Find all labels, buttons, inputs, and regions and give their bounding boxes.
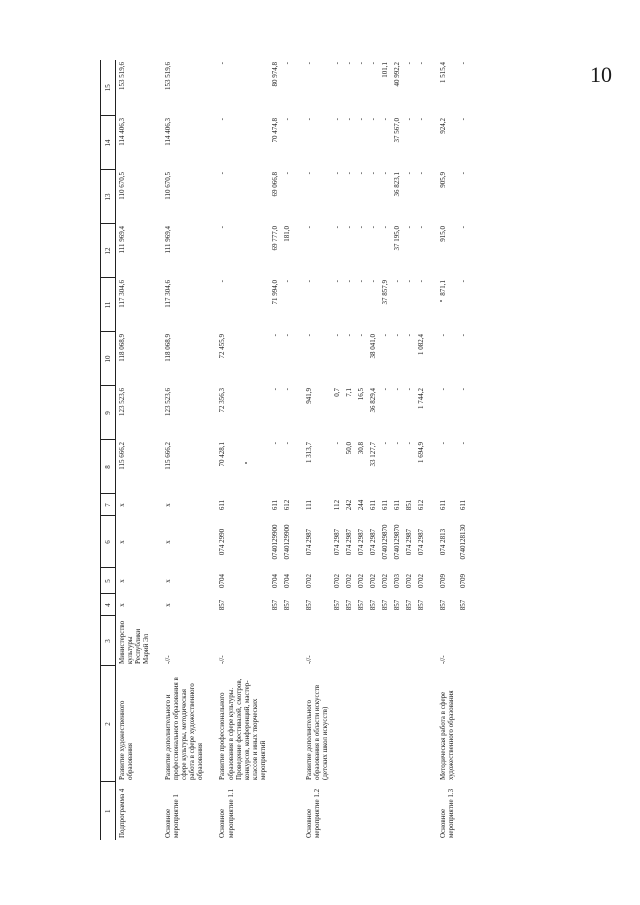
cell-col-3 <box>403 616 415 666</box>
cell-col-4: 857 <box>393 599 402 611</box>
cell-col-9: 0,7 <box>332 388 341 397</box>
cell-col-11: 71 994,0 <box>270 280 279 305</box>
cell-col-4: 857 <box>332 599 341 611</box>
cell-col-1 <box>403 782 415 840</box>
cell-col-8: 50,0 <box>345 442 354 455</box>
cell-col-14: - <box>332 118 341 121</box>
cell-col-13: - <box>218 172 227 175</box>
cell-col-2 <box>331 666 343 782</box>
cell-col-11: - <box>218 280 227 283</box>
cell-col-4: 857 <box>405 599 414 611</box>
cell-col-8: 115 666,2 <box>164 442 173 470</box>
table-header <box>101 60 116 840</box>
cell-col-8: 1 313,7 <box>304 442 313 463</box>
cell-col-15: 40 992,2 <box>393 62 402 87</box>
cell-col-13: - <box>345 172 354 175</box>
cell-col-15: 101,1 <box>381 62 390 78</box>
cell-col-3 <box>281 616 293 666</box>
cell-col-11: - <box>357 280 366 283</box>
cell-col-15: - <box>332 62 341 65</box>
cell-col-9: - <box>270 388 279 391</box>
cell-col-9: - <box>381 388 390 391</box>
cell-col-15: 1 515,4 <box>439 62 448 83</box>
cell-col-6: 074 2987 <box>304 528 313 556</box>
cell-col-12: - <box>345 226 354 229</box>
cell-col-12: - <box>332 226 341 229</box>
cell-col-9: 36 829,4 <box>369 388 378 413</box>
cell-col-4: 857 <box>417 599 426 611</box>
cell-col-6: 074 2987 <box>417 528 426 556</box>
cell-col-10: 72 455,9 <box>218 334 227 359</box>
cell-col-4: х <box>164 603 173 607</box>
cell-col-13: - <box>405 172 414 175</box>
cell-col-7: 242 <box>345 499 354 511</box>
cell-col-8: - <box>459 442 468 445</box>
cell-col-14: 37 567,0 <box>393 118 402 143</box>
cell-col-2: Развитие дополнительного образования в области искусств (детских школ искусств) <box>304 684 329 780</box>
cell-col-5: 0702 <box>381 574 390 588</box>
table-row <box>152 60 206 840</box>
cell-col-12: - <box>369 226 378 229</box>
cell-col-4: 857 <box>304 599 313 611</box>
table-row <box>116 60 153 840</box>
cell-col-15: - <box>282 62 291 65</box>
column-header-14: 14 <box>101 116 116 170</box>
cell-col-5: х <box>118 579 127 583</box>
cell-col-11: - <box>459 280 468 283</box>
cell-col-5: 0702 <box>405 574 414 588</box>
cell-col-7: 612 <box>282 499 291 511</box>
table-body <box>116 60 470 840</box>
table-row <box>379 60 391 840</box>
cell-col-2: Развитие профессионального образования в сфере культуры. Проведение фестивалей, смотров, конкурсов, конференций, мастер-классов и иных творческих мероприятий <box>218 678 267 780</box>
table-row <box>206 60 268 840</box>
cell-col-13: - <box>304 172 313 175</box>
cell-col-1 <box>457 782 469 840</box>
table-row <box>403 60 415 840</box>
cell-col-5: 0702 <box>345 574 354 588</box>
cell-col-3: -//- <box>439 655 448 664</box>
column-header-15: 15 <box>101 60 116 116</box>
cell-col-12: 37 195,0 <box>393 226 402 251</box>
cell-col-7: 111 <box>304 500 313 510</box>
cell-col-13: - <box>332 172 341 175</box>
cell-col-2: Развитие дополнительного и профессионального образования в сфере культуры, методическая работа в сфере художественного образования <box>164 677 205 780</box>
cell-col-8: 30,8 <box>357 442 366 455</box>
table-row <box>367 60 379 840</box>
cell-col-1 <box>391 782 403 840</box>
cell-col-6: 0740128130 <box>459 524 468 560</box>
cell-col-15: - <box>218 62 227 65</box>
cell-col-3 <box>331 616 343 666</box>
cell-col-6: 074 2987 <box>332 528 341 556</box>
cell-col-12: 111 969,4 <box>164 226 173 254</box>
cell-col-14: 924,2 <box>439 118 448 134</box>
cell-col-13: - <box>459 172 468 175</box>
cell-col-14: 114 406,3 <box>118 118 127 146</box>
cell-col-6: 074 2990 <box>218 528 227 556</box>
cell-col-6: х <box>118 540 127 544</box>
cell-col-15: - <box>304 62 313 65</box>
cell-col-10: - <box>357 334 366 337</box>
cell-col-10: - <box>345 334 354 337</box>
cell-col-2 <box>457 666 469 782</box>
cell-col-4: 857 <box>369 599 378 611</box>
cell-col-1: Основное мероприятие 1 <box>164 794 181 838</box>
cell-col-7: х <box>164 503 173 507</box>
cell-col-1: Подпрограмма 4 <box>118 788 127 838</box>
cell-col-6: х <box>164 540 173 544</box>
cell-col-10: - <box>270 334 279 337</box>
column-header-10: 10 <box>101 332 116 386</box>
cell-col-11: - <box>345 280 354 283</box>
cell-col-3 <box>457 616 469 666</box>
table-row <box>391 60 403 840</box>
cell-col-15: - <box>345 62 354 65</box>
cell-col-1: Основное мероприятие 1.2 <box>304 788 321 838</box>
cell-col-1 <box>331 782 343 840</box>
cell-col-10: 118 068,9 <box>118 334 127 362</box>
cell-col-13: 110 670,5 <box>118 172 127 200</box>
cell-col-8: 70 428,1 <box>218 442 227 467</box>
rotated-page-area <box>100 60 560 840</box>
cell-col-9: 1 744,2 <box>417 388 426 409</box>
cell-col-11: 117 304,6 <box>118 280 127 308</box>
cell-col-7: х <box>118 503 127 507</box>
cell-col-4: 857 <box>282 599 291 611</box>
cell-col-11: - <box>282 280 291 283</box>
cell-col-12: - <box>304 226 313 229</box>
cell-col-2 <box>343 666 355 782</box>
cell-col-3 <box>269 616 281 666</box>
cell-col-1 <box>281 782 293 840</box>
cell-col-1 <box>269 782 281 840</box>
cell-col-4: 857 <box>345 599 354 611</box>
cell-col-15: - <box>417 62 426 65</box>
cell-col-7: 611 <box>381 499 390 511</box>
cell-col-7: 612 <box>417 499 426 511</box>
cell-col-1 <box>379 782 391 840</box>
cell-col-15: 153 519,6 <box>164 62 173 90</box>
cell-col-7: 611 <box>218 499 227 511</box>
cell-col-9: - <box>459 388 468 391</box>
cell-col-1 <box>355 782 367 840</box>
cell-col-2: Методическая работа в сфере художественного образования <box>439 690 456 780</box>
cell-col-3 <box>391 616 403 666</box>
cell-col-4: 857 <box>270 599 279 611</box>
cell-col-4: 857 <box>459 599 468 611</box>
cell-col-8: - <box>439 442 448 445</box>
cell-col-11: - <box>393 280 402 283</box>
cell-col-13: - <box>282 172 291 175</box>
cell-col-7: 112 <box>332 499 341 511</box>
cell-col-4: х <box>118 603 127 607</box>
column-header-3: 3 <box>101 616 116 666</box>
cell-col-7: 611 <box>369 499 378 511</box>
cell-col-2 <box>403 666 415 782</box>
cell-col-9: - <box>405 388 414 391</box>
cell-col-12: 915,0 <box>439 226 448 242</box>
cell-col-3: -//- <box>164 655 173 664</box>
cell-col-14: 114 406,3 <box>164 118 173 146</box>
cell-col-8: - <box>282 442 291 445</box>
cell-col-11: 117 304,6 <box>164 280 173 308</box>
table-row <box>427 60 457 840</box>
cell-col-8: - <box>270 442 279 445</box>
cell-col-6: 074 2987 <box>345 528 354 556</box>
cell-col-9: 123 523,6 <box>118 388 127 416</box>
cell-col-10: - <box>439 334 448 337</box>
column-header-1: 1 <box>101 782 116 840</box>
cell-col-15: 80 974,8 <box>270 62 279 87</box>
page-number: 10 <box>590 62 612 87</box>
cell-col-12: 181,0 <box>282 226 291 242</box>
cell-col-3 <box>415 616 427 666</box>
table-row <box>343 60 355 840</box>
cell-col-5: 0704 <box>218 574 227 588</box>
cell-col-6: 074 2813 <box>439 528 448 556</box>
cell-col-5: 0702 <box>357 574 366 588</box>
column-header-4: 4 <box>101 594 116 616</box>
cell-col-3: Министерство культуры Республики Марий Эл <box>118 620 151 664</box>
column-header-8: 8 <box>101 440 116 494</box>
cell-col-2 <box>415 666 427 782</box>
cell-col-3: -//- <box>218 655 227 664</box>
cell-col-7: 611 <box>459 499 468 511</box>
cell-col-13: - <box>357 172 366 175</box>
cell-col-6: 074 2987 <box>405 528 414 556</box>
cell-col-10: 118 068,9 <box>164 334 173 362</box>
cell-col-10: - <box>381 334 390 337</box>
cell-col-3 <box>343 616 355 666</box>
cell-col-5: х <box>164 579 173 583</box>
cell-col-10: - <box>405 334 414 337</box>
column-header-7: 7 <box>101 494 116 516</box>
cell-col-15: - <box>369 62 378 65</box>
cell-col-6: 0740129870 <box>381 524 390 560</box>
cell-col-9: 123 523,6 <box>164 388 173 416</box>
cell-col-9: 7,1 <box>345 388 354 397</box>
cell-col-10: - <box>393 334 402 337</box>
cell-col-10: 38 041,0 <box>369 334 378 359</box>
cell-col-11: - <box>417 280 426 283</box>
cell-col-15: 153 519,6 <box>118 62 127 90</box>
cell-col-8: - <box>405 442 414 445</box>
cell-col-12: 111 969,4 <box>118 226 127 254</box>
scan-speck <box>245 462 247 464</box>
cell-col-2 <box>391 666 403 782</box>
cell-col-8: 33 127,7 <box>369 442 378 467</box>
cell-col-14: 70 474,8 <box>270 118 279 143</box>
cell-col-11: - <box>332 280 341 283</box>
cell-col-6: 074 2987 <box>369 528 378 556</box>
cell-col-4: 857 <box>357 599 366 611</box>
cell-col-2 <box>355 666 367 782</box>
table-row <box>269 60 281 840</box>
cell-col-14: - <box>345 118 354 121</box>
scan-speck <box>440 300 442 302</box>
cell-col-7: 244 <box>357 499 366 511</box>
cell-col-13: - <box>369 172 378 175</box>
cell-col-5: 0703 <box>393 574 402 588</box>
cell-col-8: - <box>381 442 390 445</box>
column-header-2: 2 <box>101 666 116 782</box>
cell-col-9: 72 356,3 <box>218 388 227 413</box>
cell-col-3 <box>355 616 367 666</box>
cell-col-10: 1 082,4 <box>417 334 426 355</box>
cell-col-1 <box>415 782 427 840</box>
cell-col-11: - <box>405 280 414 283</box>
cell-col-5: 0702 <box>332 574 341 588</box>
cell-col-5: 0704 <box>270 574 279 588</box>
cell-col-3: -//- <box>304 655 313 664</box>
cell-col-15: - <box>459 62 468 65</box>
table-row <box>415 60 427 840</box>
cell-col-10: - <box>282 334 291 337</box>
cell-col-6: 074 2987 <box>357 528 366 556</box>
cell-col-13: 69 066,8 <box>270 172 279 197</box>
cell-col-14: - <box>357 118 366 121</box>
cell-col-2 <box>269 666 281 782</box>
cell-col-8: 1 694,9 <box>417 442 426 463</box>
cell-col-5: 0709 <box>459 574 468 588</box>
column-header-13: 13 <box>101 170 116 224</box>
cell-col-7: 611 <box>393 499 402 511</box>
cell-col-5: 0702 <box>417 574 426 588</box>
table-row <box>331 60 343 840</box>
cell-col-10: - <box>332 334 341 337</box>
cell-col-12: - <box>381 226 390 229</box>
cell-col-2 <box>281 666 293 782</box>
cell-col-5: 0702 <box>369 574 378 588</box>
cell-col-14: - <box>417 118 426 121</box>
cell-col-13: - <box>417 172 426 175</box>
cell-col-7: 611 <box>270 499 279 511</box>
cell-col-13: 110 670,5 <box>164 172 173 200</box>
column-header-9: 9 <box>101 386 116 440</box>
cell-col-9: - <box>393 388 402 391</box>
cell-col-15: - <box>405 62 414 65</box>
cell-col-2 <box>379 666 391 782</box>
column-header-12: 12 <box>101 224 116 278</box>
cell-col-5: 0704 <box>282 574 291 588</box>
cell-col-13: - <box>381 172 390 175</box>
cell-col-11: - <box>304 280 313 283</box>
cell-col-12: 69 777,0 <box>270 226 279 251</box>
cell-col-14: - <box>282 118 291 121</box>
cell-col-14: - <box>381 118 390 121</box>
cell-col-11: 871,1 <box>439 280 448 296</box>
cell-col-1: Основное мероприятие 1.3 <box>439 788 456 838</box>
column-header-6: 6 <box>101 516 116 568</box>
cell-col-10: - <box>304 334 313 337</box>
cell-col-1 <box>367 782 379 840</box>
cell-col-7: 851 <box>405 499 414 511</box>
cell-col-4: 857 <box>218 599 227 611</box>
cell-col-14: - <box>405 118 414 121</box>
cell-col-1 <box>343 782 355 840</box>
table-row <box>457 60 469 840</box>
cell-col-8: 115 666,2 <box>118 442 127 470</box>
cell-col-13: 36 823,1 <box>393 172 402 197</box>
cell-col-1: Основное мероприятие 1.1 <box>218 788 235 838</box>
rotated-table-wrapper <box>100 60 560 840</box>
cell-col-3 <box>379 616 391 666</box>
budget-table <box>100 60 470 840</box>
cell-col-8: - <box>332 442 341 445</box>
cell-col-6: 0740129900 <box>270 524 279 560</box>
table-row <box>355 60 367 840</box>
cell-col-7: 611 <box>439 499 448 511</box>
cell-col-9: 16,5 <box>357 388 366 401</box>
header-row <box>101 60 116 840</box>
cell-col-15: - <box>357 62 366 65</box>
cell-col-9: - <box>282 388 291 391</box>
cell-col-14: - <box>218 118 227 121</box>
cell-col-12: - <box>405 226 414 229</box>
cell-col-9: 941,9 <box>304 388 313 404</box>
cell-col-5: 0702 <box>304 574 313 588</box>
cell-col-13: 905,9 <box>439 172 448 188</box>
cell-col-10: - <box>459 334 468 337</box>
column-header-11: 11 <box>101 278 116 332</box>
cell-col-14: - <box>304 118 313 121</box>
table-row <box>281 60 293 840</box>
cell-col-4: 857 <box>439 599 448 611</box>
cell-col-8: - <box>393 442 402 445</box>
cell-col-14: - <box>369 118 378 121</box>
cell-col-5: 0709 <box>439 574 448 588</box>
cell-col-12: - <box>218 226 227 229</box>
column-header-5: 5 <box>101 568 116 594</box>
cell-col-11: - <box>369 280 378 283</box>
cell-col-14: - <box>459 118 468 121</box>
cell-col-6: 0740129900 <box>282 524 291 560</box>
cell-col-11: 37 857,9 <box>381 280 390 305</box>
cell-col-12: - <box>459 226 468 229</box>
cell-col-3 <box>367 616 379 666</box>
cell-col-2: Развитие художественного образования <box>118 700 135 780</box>
cell-col-2 <box>367 666 379 782</box>
cell-col-12: - <box>417 226 426 229</box>
cell-col-6: 0740129870 <box>393 524 402 560</box>
cell-col-12: - <box>357 226 366 229</box>
cell-col-9: - <box>439 388 448 391</box>
cell-col-4: 857 <box>381 599 390 611</box>
table-row <box>293 60 331 840</box>
